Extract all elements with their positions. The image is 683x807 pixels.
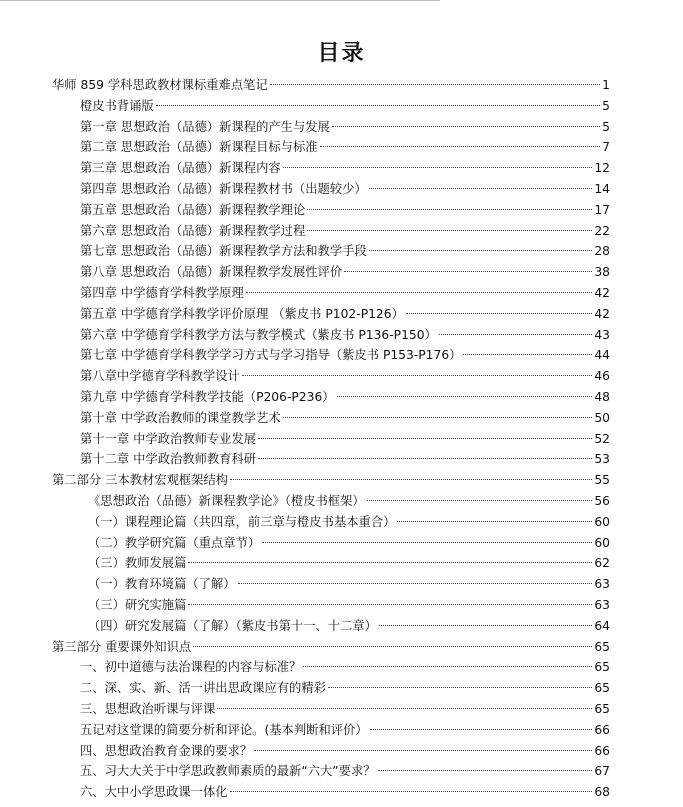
toc-entry-label: （一）课程理论篇（共四章，前三章与橙皮书基本重合） bbox=[88, 514, 396, 529]
toc-entry-page: 48 bbox=[594, 389, 610, 404]
toc-entry[interactable] bbox=[0, 699, 610, 720]
dot-leader bbox=[193, 646, 592, 647]
toc-entry-label: 第七章 中学德育学科教学学习方式与学习指导（紫皮书 P153-P176） bbox=[80, 348, 462, 363]
toc-entry[interactable] bbox=[0, 678, 610, 699]
dot-leader bbox=[238, 583, 593, 584]
dot-leader bbox=[156, 105, 600, 106]
toc-entry[interactable] bbox=[0, 117, 610, 138]
toc-entry[interactable] bbox=[0, 262, 610, 283]
toc-entry[interactable] bbox=[0, 200, 610, 221]
dot-leader bbox=[337, 396, 593, 397]
toc-entry[interactable] bbox=[0, 241, 610, 262]
dot-leader bbox=[370, 729, 593, 730]
toc-entry-label: 第九章 中学德育学科教学技能（P206-P236） bbox=[80, 389, 335, 404]
dot-leader bbox=[307, 230, 592, 231]
dot-leader bbox=[369, 250, 593, 251]
dot-leader bbox=[283, 167, 593, 168]
dot-leader bbox=[188, 562, 592, 563]
toc-entry-label: 第十章 中学政治教师的课堂教学艺术 bbox=[80, 410, 281, 425]
toc-entry-label: 第八章 思想政治（品德）新课程教学发展性评价 bbox=[80, 265, 343, 280]
toc-entry[interactable] bbox=[0, 720, 610, 741]
toc-entry-label: 三、思想政治听课与评课 bbox=[80, 701, 216, 716]
toc-entry-label: 第十二章 中学政治教师教育科研 bbox=[80, 452, 257, 467]
toc-entry-page: 65 bbox=[594, 681, 610, 696]
toc-entry-page: 17 bbox=[594, 202, 610, 217]
toc-entry-page: 63 bbox=[594, 577, 610, 592]
toc-entry-page: 38 bbox=[594, 265, 610, 280]
toc-entry[interactable] bbox=[0, 408, 610, 429]
table-of-contents bbox=[0, 75, 683, 803]
toc-entry-page: 43 bbox=[594, 327, 610, 342]
dot-leader bbox=[320, 146, 600, 147]
toc-entry-page: 42 bbox=[594, 306, 610, 321]
toc-entry-page: 63 bbox=[594, 597, 610, 612]
toc-entry[interactable] bbox=[0, 491, 610, 512]
toc-entry-page: 67 bbox=[594, 764, 610, 779]
toc-entry-page: 62 bbox=[594, 556, 610, 571]
toc-entry[interactable] bbox=[0, 533, 610, 554]
dot-leader bbox=[406, 313, 592, 314]
toc-entry-label: 五、习大大关于中学思政教师素质的最新“六大”要求？ bbox=[80, 764, 376, 779]
dot-leader bbox=[270, 84, 600, 85]
toc-entry-page: 44 bbox=[594, 348, 610, 363]
toc-entry-page: 14 bbox=[594, 181, 610, 196]
toc-entry-label: （一）教育环境篇（了解） bbox=[88, 577, 236, 592]
toc-entry-label: 第四章 中学德育学科教学原理 bbox=[80, 285, 244, 300]
toc-entry-page: 65 bbox=[594, 701, 610, 716]
toc-entry-label: 第七章 思想政治（品德）新课程教学方法和教学手段 bbox=[80, 244, 367, 259]
dot-leader bbox=[344, 271, 592, 272]
toc-entry-label: 第三部分 重要课外知识点 bbox=[52, 639, 192, 654]
toc-entry[interactable] bbox=[0, 283, 610, 304]
toc-entry[interactable] bbox=[0, 325, 610, 346]
dot-leader bbox=[230, 479, 592, 480]
toc-entry[interactable] bbox=[0, 158, 610, 179]
toc-entry-page: 56 bbox=[594, 493, 610, 508]
toc-entry[interactable] bbox=[0, 137, 610, 158]
toc-entry[interactable] bbox=[0, 75, 610, 96]
dot-leader bbox=[332, 126, 600, 127]
dot-leader bbox=[242, 375, 592, 376]
dot-leader bbox=[230, 791, 593, 792]
toc-entry[interactable] bbox=[0, 512, 610, 533]
toc-entry-page: 22 bbox=[594, 223, 610, 238]
toc-entry-label: 第二部分 三本教材宏观框架结构 bbox=[52, 473, 229, 488]
toc-entry-page: 5 bbox=[602, 98, 610, 113]
toc-entry-page: 42 bbox=[594, 285, 610, 300]
toc-entry-page: 7 bbox=[602, 140, 610, 155]
dot-leader bbox=[379, 625, 592, 626]
toc-entry-page: 64 bbox=[594, 618, 610, 633]
dot-leader bbox=[188, 604, 592, 605]
dot-leader bbox=[246, 292, 593, 293]
dot-leader bbox=[307, 209, 592, 210]
toc-entry-label: 第一章 思想政治（品德）新课程的产生与发展 bbox=[80, 119, 330, 134]
toc-entry[interactable] bbox=[0, 761, 610, 782]
toc-entry-label: 第五章 中学德育学科教学评价原理 （紫皮书 P102-P126） bbox=[80, 306, 404, 321]
toc-entry-page: 65 bbox=[594, 660, 610, 675]
toc-entry-label: （三）教师发展篇 bbox=[88, 556, 187, 571]
toc-entry-page: 28 bbox=[594, 244, 610, 259]
toc-entry-page: 50 bbox=[594, 410, 610, 425]
toc-entry-label: 五记对这堂课的简要分析和评论。(基本判断和评价） bbox=[80, 722, 368, 737]
dot-leader bbox=[258, 438, 592, 439]
toc-entry-page: 68 bbox=[594, 785, 610, 800]
toc-entry-page: 53 bbox=[594, 452, 610, 467]
dot-leader bbox=[262, 542, 592, 543]
dot-leader bbox=[254, 750, 592, 751]
toc-entry-label: （二）教学研究篇（重点章节） bbox=[88, 535, 261, 550]
toc-entry[interactable] bbox=[0, 553, 610, 574]
toc-entry[interactable] bbox=[0, 574, 610, 595]
dot-leader bbox=[378, 770, 593, 771]
toc-entry[interactable] bbox=[0, 657, 610, 678]
dot-leader bbox=[367, 500, 593, 501]
toc-entry-page: 60 bbox=[594, 535, 610, 550]
toc-entry-label: 第八章中学德育学科教学设计 bbox=[80, 369, 240, 384]
toc-entry[interactable] bbox=[0, 366, 610, 387]
toc-entry-label: 华师 859 学科思政教材课标重难点笔记 bbox=[52, 78, 268, 92]
toc-entry[interactable] bbox=[0, 304, 610, 325]
toc-entry[interactable] bbox=[0, 387, 610, 408]
toc-entry[interactable] bbox=[0, 470, 610, 491]
toc-entry-label: 四、思想政治教育金课的要求？ bbox=[80, 743, 253, 758]
toc-entry-label: 第六章 中学德育学科教学方法与教学模式（紫皮书 P136-P150） bbox=[80, 327, 437, 342]
toc-entry[interactable] bbox=[0, 179, 610, 200]
toc-entry[interactable] bbox=[0, 96, 610, 117]
toc-entry-page: 65 bbox=[594, 639, 610, 654]
toc-entry-page: 12 bbox=[594, 161, 610, 176]
toc-entry[interactable] bbox=[0, 449, 610, 470]
dot-leader bbox=[369, 188, 593, 189]
toc-entry-label: 《思想政治（品德）新课程教学论》（橙皮书框架） bbox=[88, 493, 365, 508]
toc-entry-page: 46 bbox=[594, 369, 610, 384]
top-rule bbox=[0, 0, 440, 1]
toc-entry-page: 60 bbox=[594, 514, 610, 529]
dot-leader bbox=[463, 354, 592, 355]
dot-leader bbox=[283, 417, 593, 418]
toc-entry-page: 66 bbox=[594, 743, 610, 758]
toc-entry[interactable] bbox=[0, 429, 610, 450]
toc-entry-label: 六、大中小学思政课一体化 bbox=[80, 785, 228, 800]
toc-entry[interactable] bbox=[0, 595, 610, 616]
toc-entry-label: 第五章 思想政治（品德）新课程教学理论 bbox=[80, 202, 306, 217]
dot-leader bbox=[217, 708, 592, 709]
toc-entry-label: （四）研究发展篇（了解）（紫皮书第十一、十二章） bbox=[88, 618, 377, 633]
toc-entry-label: 第二章 思想政治（品德）新课程目标与标准 bbox=[80, 140, 318, 155]
toc-entry[interactable] bbox=[0, 616, 610, 637]
toc-entry-page: 52 bbox=[594, 431, 610, 446]
toc-entry-label: 第三章 思想政治（品德）新课程内容 bbox=[80, 161, 281, 176]
toc-entry-page: 66 bbox=[594, 722, 610, 737]
toc-entry-label: 第六章 思想政治（品德）新课程教学过程 bbox=[80, 223, 306, 238]
dot-leader bbox=[397, 521, 592, 522]
toc-entry-label: 二、深、实、新、活一讲出思政课应有的精彩 bbox=[80, 681, 326, 696]
toc-entry-page: 5 bbox=[602, 119, 610, 134]
toc-entry-page: 55 bbox=[594, 473, 610, 488]
toc-entry-label: 第十一章 中学政治教师专业发展 bbox=[80, 431, 257, 446]
toc-entry[interactable] bbox=[0, 345, 610, 366]
toc-entry[interactable] bbox=[0, 637, 610, 658]
toc-entry-label: 第四章 思想政治（品德）新课程教材书（出题较少） bbox=[80, 181, 367, 196]
toc-entry-label: （三）研究实施篇 bbox=[88, 597, 187, 612]
toc-entry[interactable] bbox=[0, 221, 610, 242]
dot-leader bbox=[439, 334, 592, 335]
dot-leader bbox=[303, 666, 592, 667]
toc-entry-label: 一、初中道德与法治课程的内容与标准？ bbox=[80, 660, 302, 675]
dot-leader bbox=[328, 687, 592, 688]
toc-entry[interactable] bbox=[0, 741, 610, 762]
toc-entry-label: 橙皮书背诵版 bbox=[80, 98, 154, 113]
toc-entry[interactable] bbox=[0, 782, 610, 803]
toc-entry-page: 1 bbox=[602, 78, 610, 92]
dot-leader bbox=[258, 458, 592, 459]
page-title: 目录 bbox=[317, 40, 366, 66]
